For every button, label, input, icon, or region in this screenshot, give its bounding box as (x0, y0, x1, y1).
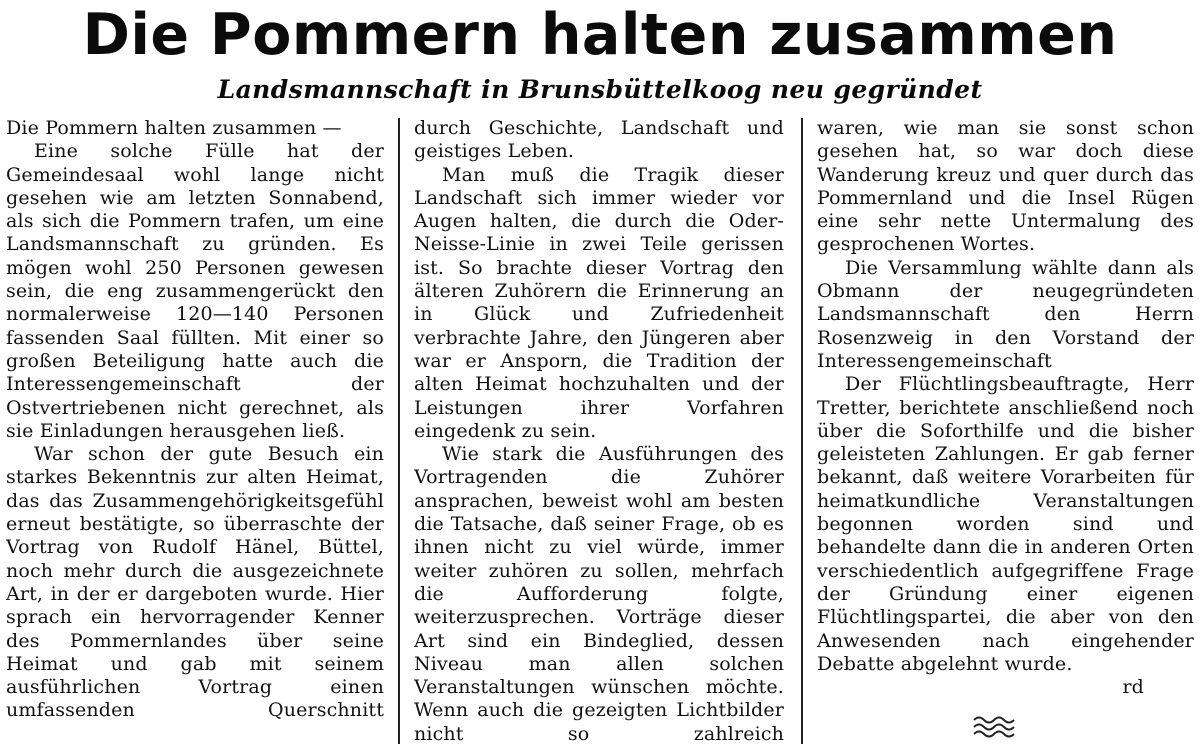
article-paragraph: War schon der gute Besuch ein starkes Bekenntnis zur alten Heimat, das das Zusammengehörigkeitsgefühl erneut bestätigte, so überraschte der Vortrag von Rudolf Hänel, Büttel, noch mehr durch die ausgezeichnete Art, in der er dargeboten wurde. Hier sprach ein hervorragender Kenner des Pommernlandes über seine Heimat und gab mit seinem ausführlichen Vortrag einen umfassenden Querschnitt (6, 443, 384, 722)
headline: Die Pommern halten zusammen (82, 2, 1118, 68)
article-column-3 (817, 117, 1194, 744)
column-divider (398, 118, 400, 744)
author-initials: rd (1122, 676, 1144, 699)
article-paragraph: Man muß die Tragik dieser Landschaft sich immer wieder vor Augen halten, die durch die Oder-Neisse-Linie in zwei Teile gerissen ist. So brachte dieser Vortrag den älteren Zuhörern die Erinnerung an in Glück und Zufriedenheit verbrachte Jahre, den Jüngeren aber war er Ansporn, die Tradition der alten Heimat hochzuhalten und der Leistungen ihrer Vorfahren eingedenk zu sein. (414, 163, 784, 442)
article-paragraph: durch Geschichte, Landschaft und geistiges Leben. (414, 117, 784, 163)
article-paragraph: Der Flüchtlingsbeauftragte, Herr Tretter, berichtete anschließend noch über die Soforthilfe und die bisher geleisteten Zahlungen. Er gab ferner bekannt, daß weitere Vorarbeiten für heimatkundliche Veranstaltungen begonnen worden sind und behandelte dann die in anderen Orten verschiedentlich aufgegriffene Frage der Gründung einer eigenen Flüchtlingspartei, die aber von den Anwesenden nach eingehender Debatte abgelehnt wurde. (817, 373, 1194, 675)
article-column-2 (414, 117, 784, 744)
article-paragraph: Eine solche Fülle hat der Gemeindesaal wohl lange nicht gesehen wie am letzten Sonnabend, als sich die Pommern trafen, um eine Landsmannschaft zu gründen. Es mögen wohl 250 Personen gewesen sein, die eng zusammengerückt den normalerweise 120—140 Personen fassenden Saal füllten. Mit einer so großen Beteiligung hatte auch die Interessengemeinschaft der Ostvertriebenen nicht gerechnet, als sie Einladungen herausgehen ließ. (6, 140, 384, 442)
article-paragraph: Wie stark die Ausführungen des Vortragenden die Zuhörer ansprachen, beweist wohl am besten die Tatsache, daß seiner Frage, ob es ihnen nicht zu viel würde, immer weiter zuhören zu sollen, mehrfach die Aufforderung folgte, weiterzusprechen. Vorträge dieser Art sind ein Bindeglied, dessen Niveau man allen solchen Veranstaltungen wünschen möchte. Wenn auch die gezeigten Lichtbilder nicht so zahlreich (414, 443, 784, 744)
article-paragraph: Die Pommern halten zusammen — (6, 117, 342, 139)
end-mark-icon (972, 712, 1016, 738)
article-paragraph: waren, wie man sie sonst schon gesehen hat, so war doch diese Wanderung kreuz und quer durch das Pommernland und die Insel Rügen eine sehr nette Untermalung des gesprochenen Wortes. (817, 117, 1194, 256)
article-column-1 (6, 117, 384, 744)
subheadline: Landsmannschaft in Brunsbüttelkoog neu gegründet (217, 75, 983, 104)
article-paragraph: Die Versammlung wählte dann als Obmann der neugegründeten Landsmannschaft den Herrn Rosenzweig in den Vorstand der Interessengemeinschaft (817, 256, 1194, 372)
column-divider (801, 118, 803, 744)
